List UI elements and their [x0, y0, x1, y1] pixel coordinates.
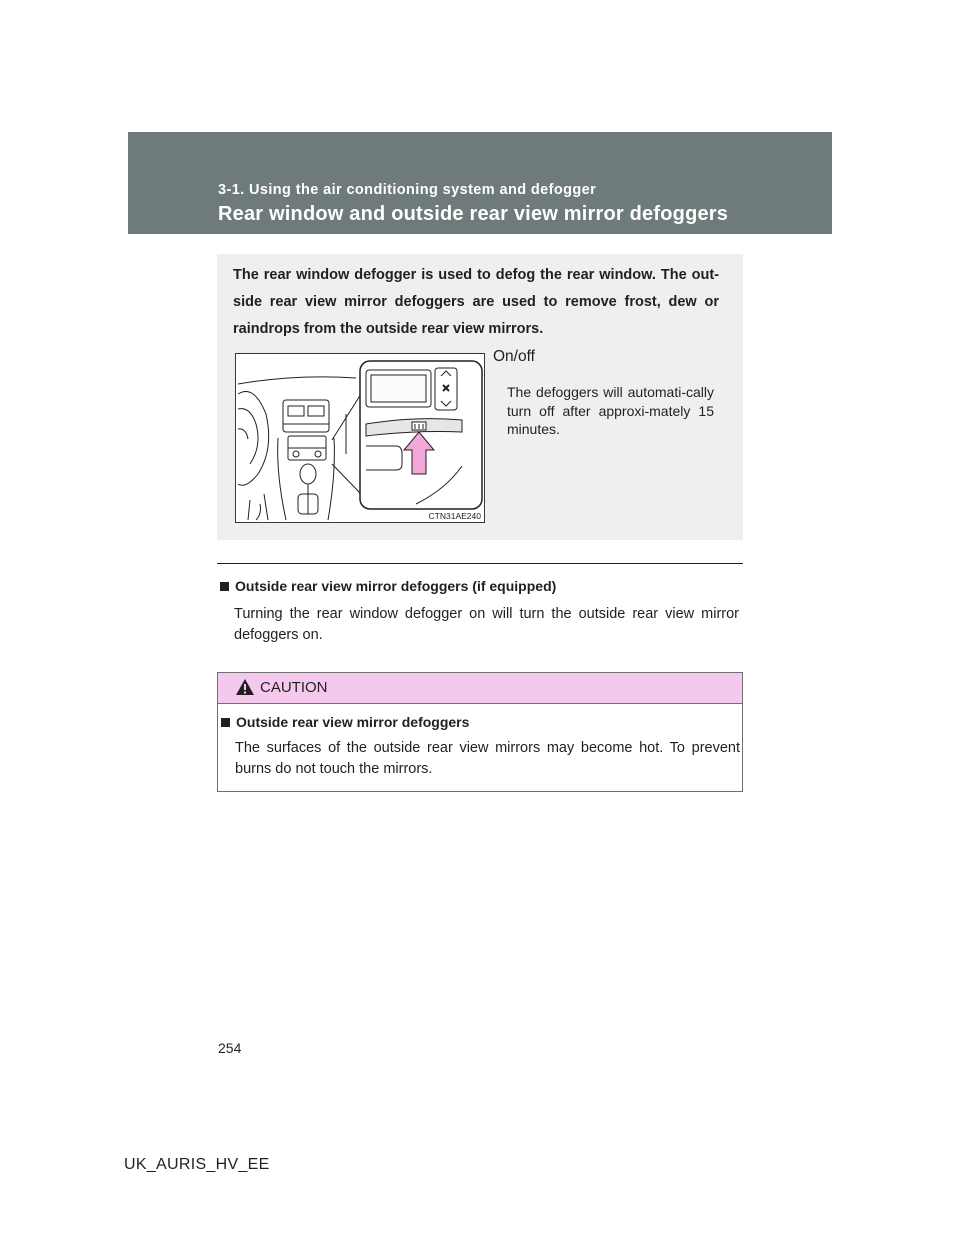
caution-header	[218, 673, 742, 704]
page-number: 254	[218, 1040, 242, 1056]
chapter-header	[128, 132, 832, 234]
intro-box	[217, 254, 743, 540]
caution-heading	[221, 714, 469, 730]
note-body: Turning the rear window defogger on will turn the outside rear view mirror defoggers on.	[234, 606, 739, 643]
caution-label: CAUTION	[260, 679, 328, 696]
callout-title: On/off	[493, 348, 535, 365]
dashboard-drawing	[236, 354, 484, 522]
square-bullet-icon	[220, 582, 229, 591]
page-title: Rear window and outside rear view mirror defoggers	[218, 203, 729, 225]
caution-heading-text: Outside rear view mirror defoggers	[236, 714, 470, 730]
intro-text: The rear window defogger is used to defog the rear window. The out-side rear view mirror defoggers are used to remove frost, dew or raindrops from the outside rear view mirrors.	[233, 267, 719, 337]
warning-triangle-icon	[235, 678, 255, 696]
caution-box	[217, 672, 743, 792]
section-divider	[217, 563, 743, 564]
section-title: 3-1. Using the air conditioning system and defogger	[218, 182, 597, 198]
note-heading	[220, 578, 556, 594]
square-bullet-icon	[221, 718, 230, 727]
figure-code: CTN31AE240	[428, 511, 481, 521]
footer-code: UK_AURIS_HV_EE	[124, 1156, 270, 1173]
caution-body: The surfaces of the outside rear view mirrors may become hot. To prevent burns do not touch the mirrors.	[235, 740, 740, 777]
note-heading-text: Outside rear view mirror defoggers (if equipped)	[235, 578, 557, 594]
dashboard-illustration	[235, 353, 485, 523]
callout-body: The defoggers will automati-cally turn off after approxi-mately 15 minutes.	[507, 384, 714, 437]
